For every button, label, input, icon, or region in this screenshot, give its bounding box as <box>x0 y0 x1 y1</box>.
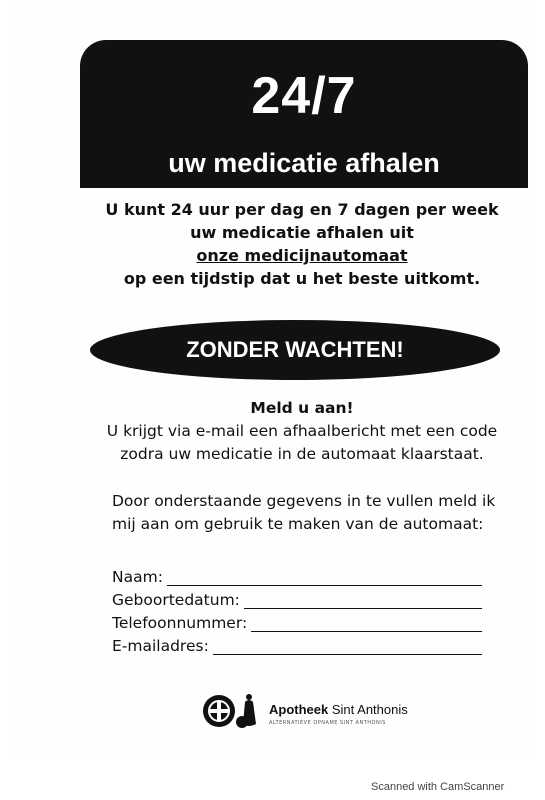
pharmacy-logo <box>202 686 422 736</box>
logo-name-rest: Sint Anthonis <box>331 702 408 717</box>
form-field-email <box>112 632 482 655</box>
signup-line-2: zodra uw medicatie in de automaat klaarstaat. <box>120 445 484 463</box>
signup-text <box>72 397 532 466</box>
intro-line-1: U kunt 24 uur per dag en 7 dagen per week <box>105 200 499 219</box>
field-line-name <box>167 569 482 586</box>
form-field-birthdate <box>112 586 482 609</box>
callout-oval: ZONDER WACHTEN! <box>90 320 500 380</box>
headline-subtitle: uw medicatie afhalen <box>168 148 440 178</box>
signup-heading: Meld u aan! <box>250 399 354 417</box>
flyer-page <box>12 0 532 760</box>
pharmacy-logo-icon <box>202 692 266 732</box>
pharmacy-cross-icon <box>203 695 235 727</box>
scanner-watermark: Scanned with CamScanner <box>371 781 505 793</box>
logo-tagline: ALTERNATIEVE OPNAME SINT ANTHONIS <box>269 720 386 726</box>
field-label-email: E-mailadres: <box>112 637 209 655</box>
saint-figure-icon <box>236 694 256 728</box>
form-field-name <box>112 563 482 586</box>
header-banner <box>80 40 528 188</box>
instructions-line-1: Door onderstaande gegevens in te vullen meld ik <box>112 492 496 510</box>
intro-line-2: uw medicatie afhalen uit <box>190 223 414 242</box>
signup-line-1: U krijgt via e-mail een afhaalbericht met een code <box>106 422 498 440</box>
field-label-birthdate: Geboortedatum: <box>112 591 240 609</box>
intro-line-3-underlined: onze medicijnautomaat <box>196 246 408 265</box>
field-line-birthdate <box>244 592 482 609</box>
field-line-email <box>213 638 482 655</box>
logo-name-bold: Apotheek <box>269 702 329 717</box>
logo-name <box>269 702 408 717</box>
intro-text <box>72 198 532 290</box>
intro-line-4: op een tijdstip dat u het beste uitkomt. <box>123 269 481 288</box>
form-field-phone <box>112 609 482 632</box>
instructions-text <box>112 490 532 536</box>
headline-24-7: 24/7 <box>251 67 357 125</box>
registration-form <box>112 563 482 655</box>
field-line-phone <box>251 615 482 632</box>
field-label-phone: Telefoonnummer: <box>112 614 248 632</box>
instructions-line-2: mij aan om gebruik te maken van de automaat: <box>112 515 484 533</box>
field-label-name: Naam: <box>112 568 163 586</box>
